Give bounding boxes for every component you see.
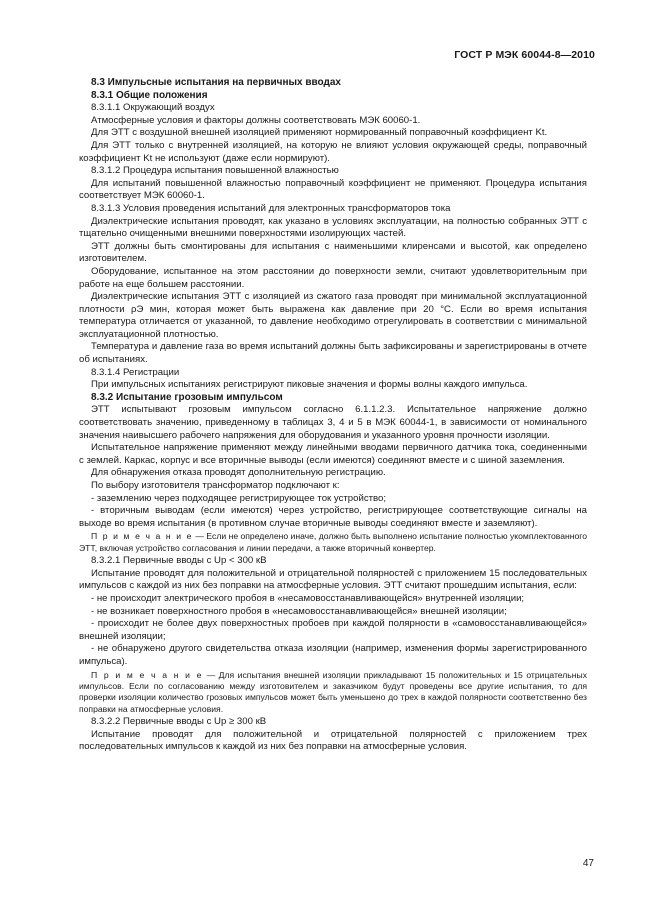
paragraph xyxy=(79,102,587,115)
section-heading xyxy=(79,90,587,103)
document-body xyxy=(79,77,587,754)
paragraph xyxy=(79,379,587,392)
note-paragraph xyxy=(79,531,587,554)
paragraph-text: — Для испытания внешней изоляции прикладывают 15 положительных и 15 отрицательных импульсов. Если по согласованию между изготовителем и заказчиком будут проведены все другие испытания, то для проверки изоляции количество грозовых импульсов может быть уменьшено до трех в каждой полярности соответственно без поправки на атмосферные условия. xyxy=(79,669,588,714)
paragraph-text: ЭТТ испытывают грозовым импульсом согласно 6.1.1.2.3. Испытательное напряжение должно соответствовать значению, приведенному в таблицах 3, 4 и 5 в МЭК 60044-1, в зависимости от номинального значения наивысшего рабочего напряжения для оборудования и указанного уровня прочности изоляции. xyxy=(79,404,587,441)
paragraph-text: 8.3.1.1 Окружающий воздух xyxy=(91,102,215,114)
paragraph xyxy=(79,568,587,593)
paragraph xyxy=(79,291,587,341)
page-number: 47 xyxy=(582,858,594,869)
paragraph xyxy=(79,442,587,467)
paragraph-text: — Если не определено иначе, должно быть выполнено испытание полностью укомплектованного ЭТТ, включая устройство согласования и линии передачи, а также вторичный конвертер. xyxy=(79,531,587,553)
paragraph-text: 8.3 Импульсные испытания на первичных вводах xyxy=(91,77,341,88)
paragraph xyxy=(79,606,587,619)
paragraph-text: При импульсных испытаниях регистрируют пиковые значения и формы волны каждого импульса. xyxy=(91,379,528,391)
paragraph-text: 8.3.2 Испытание грозовым импульсом xyxy=(91,391,283,403)
paragraph-text: Диэлектрические испытания ЭТТ с изоляцией из сжатого газа проводят при минимальной эксплуатационной плотности ρЭ мин, которая может быть выражена как давление при 20 °С. Если во время испытания температура отличается от указанной, то давление необходимо отрегулировать в соответствии с минимальной эксплуатационной плотностью. xyxy=(79,291,587,340)
paragraph-text: Испытание проводят для положительной и отрицательной полярностей с приложением 15 последовательных импульсов с каждой из них без поправки на атмосферные условия. ЭТТ считают прошедшим испытания, если: xyxy=(79,567,587,592)
note-paragraph xyxy=(79,670,587,716)
paragraph xyxy=(79,555,587,568)
paragraph-text: 8.3.1.4 Регистрации xyxy=(91,366,180,378)
paragraph xyxy=(79,467,587,480)
paragraph xyxy=(79,593,587,606)
paragraph-text: Для ЭТТ только с внутренней изоляцией, на которую не влияют условия окружающей среды, поправочный коэффициент Kt не используют (даже если нормируют). xyxy=(79,139,587,164)
paragraph-text: Для ЭТТ с воздушной внешней изоляцией применяют нормированный поправочный коэффициент Kt. xyxy=(91,127,548,139)
note-label: П р и м е ч а н и е xyxy=(91,669,204,680)
paragraph-text: Испытательное напряжение применяют между линейными вводами первичного датчика тока, соединенными с землей. Каркас, корпус и все вторичные выводы (если имеются) соединяют вместе и с шиной заземления. xyxy=(79,442,587,466)
paragraph-text: Оборудование, испытанное на этом расстоянии до поверхности земли, считают удовлетворительным при работе на еще большем расстоянии. xyxy=(79,265,587,290)
paragraph xyxy=(79,716,587,729)
paragraph-text: - не обнаружено другого свидетельства отказа изоляции (например, изменения формы зарегистрированного импульса). xyxy=(79,643,587,667)
paragraph xyxy=(79,493,587,506)
paragraph xyxy=(79,618,587,643)
paragraph xyxy=(79,216,587,241)
paragraph-text: По выбору изготовителя трансформатор подключают к: xyxy=(91,480,340,491)
section-heading xyxy=(79,77,587,90)
note-label: П р и м е ч а н и е xyxy=(91,531,194,542)
document-header: ГОСТ Р МЭК 60044-8—2010 xyxy=(454,49,595,61)
paragraph xyxy=(79,266,587,291)
paragraph xyxy=(79,643,587,668)
paragraph-text: 8.3.2.1 Первичные вводы с Up < 300 кВ xyxy=(91,555,267,567)
paragraph xyxy=(79,341,587,366)
paragraph-text: - вторичным выводам (если имеются) через устройство, регистрирующее соответствующие сигналы на выходе во время испытания (в противном случае вторичные выводы соединяют вместе и заземляют). xyxy=(79,505,587,529)
paragraph xyxy=(79,367,587,380)
paragraph-text: Испытание проводят для положительной и отрицательной полярностей с приложением трех последовательных импульсов к каждой из них без поправки на атмосферные условия. xyxy=(79,728,587,753)
paragraph-text: Температура и давление газа во время испытаний должны быть зафиксированы и зарегистрированы в отчете об испытаниях. xyxy=(79,341,587,366)
paragraph-text: - не происходит электрического пробоя в «несамовосстанавливающейся» внутренней изоляции; xyxy=(91,592,525,604)
paragraph xyxy=(79,404,587,442)
paragraph-text: 8.3.2.2 Первичные вводы с Up ≥ 300 кВ xyxy=(91,716,267,728)
paragraph-text: - не возникает поверхностного пробоя в «несамовосстанавливающейся» внешней изоляции; xyxy=(91,605,507,617)
paragraph xyxy=(79,127,587,140)
paragraph xyxy=(79,115,587,128)
paragraph xyxy=(79,203,587,216)
paragraph-text: 8.3.1.2 Процедура испытания повышенной влажностью xyxy=(91,165,339,177)
paragraph-text: Диэлектрические испытания проводят, как указано в условиях эксплуатации, на полностью собранных ЭТТ с тщательно очищенными внешними поверхностями изолирующих частей. xyxy=(79,215,587,240)
paragraph-text: - происходит не более двух поверхностных пробоев при каждой полярности в «самовосстанавливающейся» внешней изоляции; xyxy=(79,618,587,642)
paragraph xyxy=(79,178,587,203)
paragraph xyxy=(79,241,587,266)
paragraph-text: Для испытаний повышенной влажностью поправочный коэффициент не применяют. Процедура испытания соответствует МЭК 60060-1. xyxy=(79,177,587,202)
paragraph-text: - заземлению через подходящее регистрирующее ток устройство; xyxy=(91,492,386,504)
paragraph xyxy=(79,165,587,178)
paragraph xyxy=(79,729,587,754)
section-heading xyxy=(79,392,587,405)
paragraph-text: 8.3.1.3 Условия проведения испытаний для электронных трансформаторов тока xyxy=(91,202,451,214)
paragraph-text: Атмосферные условия и факторы должны соответствовать МЭК 60060-1. xyxy=(91,114,421,126)
paragraph xyxy=(79,505,587,530)
paragraph-text: ЭТТ должны быть смонтированы для испытания с наименьшими клиренсами и высотой, как определено изготовителем. xyxy=(79,240,587,265)
paragraph-text: Для обнаружения отказа проводят дополнительную регистрацию. xyxy=(91,467,386,479)
paragraph xyxy=(79,140,587,165)
paragraph-text: 8.3.1 Общие положения xyxy=(91,89,208,101)
paragraph xyxy=(79,480,587,493)
